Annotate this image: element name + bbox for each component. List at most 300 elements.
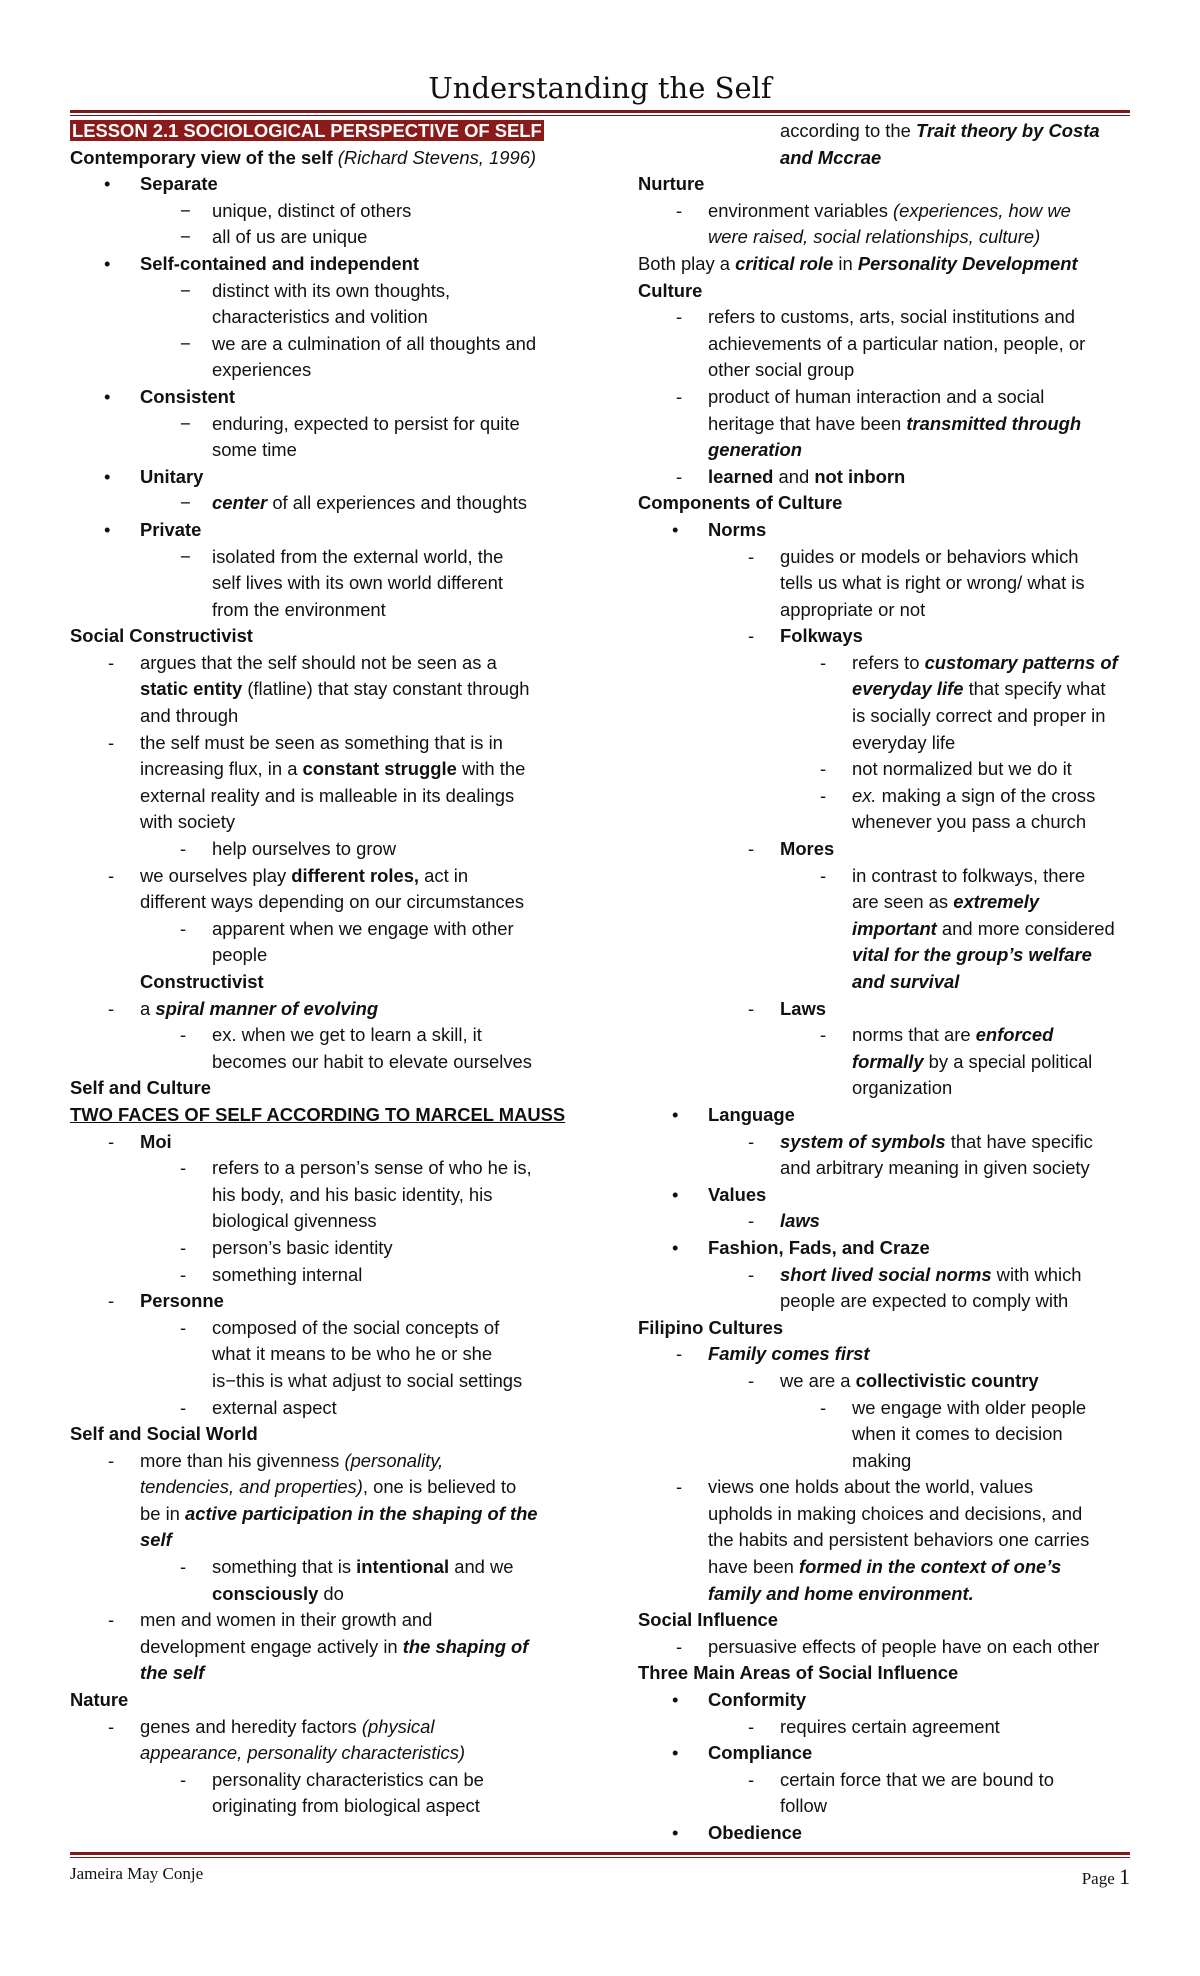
text-line — [638, 171, 1138, 198]
text-span: Personne — [140, 1290, 224, 1312]
text-line — [638, 1395, 1138, 1422]
dash-marker: - — [108, 731, 115, 753]
line-text — [638, 1315, 783, 1342]
text-line — [70, 331, 575, 358]
dash-marker: - — [108, 1290, 115, 1312]
text-span: were raised, social relationships, culture) — [708, 226, 1041, 248]
text-span: argues that the self should not be seen as a — [140, 651, 497, 673]
text-line — [638, 597, 1138, 624]
text-span: in contrast to folkways, there — [852, 864, 1086, 886]
text-line — [638, 1660, 1138, 1687]
text-line — [638, 1208, 1138, 1235]
text-line — [638, 1793, 1138, 1820]
text-span: tendencies, and properties) — [140, 1476, 363, 1498]
dash-marker: - — [676, 385, 683, 407]
line-text — [212, 1155, 532, 1182]
text-span: Culture — [638, 279, 703, 301]
text-span: and through — [140, 705, 239, 727]
line-text — [212, 1049, 532, 1076]
dash-marker: − — [180, 279, 191, 301]
line-text — [708, 384, 1044, 411]
text-span: (flatline) that stay constant through — [242, 678, 530, 700]
text-span: biological givenness — [212, 1210, 377, 1232]
text-span: unique, distinct of others — [212, 199, 412, 221]
text-span: distinct with its own thoughts, — [212, 279, 451, 301]
line-text — [140, 384, 235, 411]
text-span: men and women in their growth and — [140, 1609, 433, 1631]
dash-marker: - — [748, 625, 755, 647]
text-line — [638, 863, 1138, 890]
line-text — [140, 171, 218, 198]
text-line — [638, 278, 1138, 305]
line-text — [708, 304, 1075, 331]
text-line — [70, 623, 575, 650]
line-text — [212, 1554, 514, 1581]
line-text — [780, 836, 834, 863]
text-line — [638, 1368, 1138, 1395]
line-text — [212, 1315, 499, 1342]
dash-marker: − — [180, 412, 191, 434]
text-line — [638, 331, 1138, 358]
text-span: different roles, — [291, 864, 420, 886]
line-text — [852, 969, 959, 996]
text-line — [638, 1315, 1138, 1342]
line-text — [140, 863, 468, 890]
text-line — [70, 1554, 575, 1581]
dash-marker: - — [108, 997, 115, 1019]
text-span: Nature — [70, 1689, 129, 1711]
text-span: other social group — [708, 359, 855, 381]
line-text — [140, 1501, 538, 1528]
text-line — [70, 969, 575, 996]
text-line — [70, 1740, 575, 1767]
line-text — [852, 1448, 911, 1475]
right-column — [638, 118, 1138, 1847]
dash-marker: - — [676, 1635, 683, 1657]
text-line — [638, 437, 1138, 464]
line-text — [852, 676, 1106, 703]
text-span: be in — [140, 1502, 185, 1524]
text-span: everyday life — [852, 678, 964, 700]
line-text — [140, 756, 525, 783]
text-line — [638, 1740, 1138, 1767]
text-span: by a special political — [923, 1050, 1093, 1072]
dash-marker: - — [180, 1236, 187, 1258]
line-text — [140, 1714, 434, 1741]
text-span: Filipino Cultures — [638, 1316, 784, 1338]
text-line — [70, 570, 575, 597]
text-line — [70, 1714, 575, 1741]
text-line — [70, 304, 575, 331]
line-text — [212, 278, 450, 305]
text-span: external aspect — [212, 1396, 337, 1418]
dash-marker: - — [748, 838, 755, 860]
text-span: with which — [991, 1263, 1082, 1285]
text-line — [638, 1421, 1138, 1448]
line-text — [780, 996, 826, 1023]
line-text — [140, 730, 503, 757]
text-line — [70, 809, 575, 836]
line-text — [708, 1554, 1061, 1581]
line-text — [212, 1235, 393, 1262]
text-line — [638, 251, 1138, 278]
text-line — [638, 889, 1138, 916]
text-line — [70, 1315, 575, 1342]
text-span: not inborn — [814, 465, 906, 487]
line-text — [708, 1474, 1033, 1501]
dash-marker: - — [820, 784, 827, 806]
text-span: that specify what — [963, 678, 1106, 700]
line-text — [852, 1022, 1053, 1049]
line-text — [708, 1527, 1089, 1554]
text-span: composed of the social concepts of — [212, 1316, 500, 1338]
line-text — [780, 623, 863, 650]
text-line — [638, 836, 1138, 863]
bullet-icon: • — [104, 252, 111, 274]
text-line — [70, 1607, 575, 1634]
bullet-icon: • — [672, 1822, 679, 1843]
text-span: whenever you pass a church — [852, 811, 1087, 833]
text-line — [70, 1155, 575, 1182]
text-span: is socially correct and proper in — [852, 705, 1106, 727]
text-span: and Mccrae — [780, 146, 882, 168]
text-span: not normalized but we do it — [852, 758, 1072, 780]
text-line — [70, 1235, 575, 1262]
line-text — [780, 1208, 820, 1235]
line-text — [140, 1660, 204, 1687]
text-line — [70, 384, 575, 411]
line-text — [708, 1740, 812, 1767]
line-text — [852, 703, 1106, 730]
dash-marker: - — [676, 306, 683, 328]
text-line — [638, 1767, 1138, 1794]
line-text — [708, 1235, 930, 1262]
text-span: of all experiences and thoughts — [267, 492, 527, 514]
dash-marker: - — [108, 1130, 115, 1152]
text-span: (personality, — [344, 1449, 444, 1471]
bullet-icon: • — [672, 1183, 679, 1205]
text-span: we ourselves play — [140, 864, 292, 886]
line-text — [140, 676, 529, 703]
line-text — [212, 916, 514, 943]
text-line — [638, 490, 1138, 517]
text-line — [70, 1049, 575, 1076]
text-span: Separate — [140, 173, 218, 195]
line-text — [212, 544, 503, 571]
line-text — [780, 1129, 1093, 1156]
text-line — [70, 1395, 575, 1422]
text-line — [638, 1049, 1138, 1076]
line-text — [212, 1341, 492, 1368]
text-span: different ways depending on our circumstances — [140, 891, 525, 913]
text-line — [70, 836, 575, 863]
text-span: when it comes to decision — [852, 1423, 1063, 1445]
text-span: certain force that we are bound to — [780, 1768, 1054, 1790]
dash-marker: - — [748, 997, 755, 1019]
dash-marker: - — [180, 917, 187, 939]
text-span: (physical — [361, 1715, 435, 1737]
text-span: system of symbols — [780, 1130, 946, 1152]
text-span: the self must be seen as something that is in — [140, 731, 503, 753]
text-line — [638, 623, 1138, 650]
text-span: people — [212, 944, 268, 966]
text-span: enduring, expected to persist for quite — [212, 412, 520, 434]
dash-marker: - — [180, 1768, 187, 1790]
dash-marker: - — [108, 1449, 115, 1471]
line-text — [140, 1448, 443, 1475]
text-line — [70, 437, 575, 464]
text-line — [70, 490, 575, 517]
text-line — [70, 650, 575, 677]
line-text — [852, 1395, 1086, 1422]
text-span: appropriate or not — [780, 598, 926, 620]
text-span: personality characteristics can be — [212, 1768, 484, 1790]
text-span: learned — [708, 465, 774, 487]
line-text — [708, 357, 854, 384]
text-line — [638, 1501, 1138, 1528]
text-line — [70, 544, 575, 571]
text-span: and arbitrary meaning in given society — [780, 1157, 1090, 1179]
page-number: 1 — [1119, 1864, 1130, 1889]
text-span: formally — [852, 1050, 924, 1072]
text-span: product of human interaction and a social — [708, 385, 1045, 407]
line-text — [780, 118, 1100, 145]
text-span: genes and heredity factors — [140, 1715, 362, 1737]
left-column — [70, 118, 575, 1820]
text-span: we engage with older people — [852, 1396, 1087, 1418]
text-line — [70, 942, 575, 969]
line-text — [708, 198, 1071, 225]
text-span: and we — [449, 1556, 514, 1578]
text-line — [638, 650, 1138, 677]
line-text — [140, 650, 497, 677]
line-text — [212, 942, 267, 969]
text-line — [70, 357, 575, 384]
line-text — [780, 145, 881, 172]
text-line — [638, 1554, 1138, 1581]
text-span: making a sign of the cross — [876, 784, 1096, 806]
line-text — [212, 224, 367, 251]
line-text — [212, 1022, 482, 1049]
line-text — [708, 1341, 870, 1368]
bullet-icon: • — [672, 1689, 679, 1711]
text-line — [70, 411, 575, 438]
text-span: Self and Social World — [70, 1423, 258, 1445]
dash-marker: - — [108, 1715, 115, 1737]
dash-marker: - — [108, 651, 115, 673]
text-span: active participation in the shaping of the — [185, 1502, 538, 1524]
line-text — [708, 224, 1040, 251]
dash-marker: - — [748, 1369, 755, 1391]
text-span: Conformity — [708, 1689, 807, 1711]
text-span: Social Constructivist — [70, 625, 253, 647]
text-span: critical role — [735, 252, 834, 274]
line-text — [708, 437, 802, 464]
line-text — [140, 1607, 432, 1634]
line-text — [852, 756, 1072, 783]
text-span: transmitted through — [906, 412, 1082, 434]
text-line — [70, 145, 575, 172]
line-text — [212, 1581, 344, 1608]
text-line — [638, 304, 1138, 331]
line-text — [852, 809, 1086, 836]
text-span: more than his givenness — [140, 1449, 345, 1471]
line-text — [212, 304, 428, 331]
text-span: , one is believed to — [362, 1476, 517, 1498]
text-line — [638, 1527, 1138, 1554]
text-span: guides or models or behaviors which — [780, 545, 1079, 567]
text-line — [638, 224, 1138, 251]
line-text — [140, 1634, 528, 1661]
text-span: norms that are — [852, 1024, 976, 1046]
text-line — [70, 703, 575, 730]
text-span: what it means to be who he or she — [212, 1343, 493, 1365]
text-span: something that is — [212, 1556, 357, 1578]
text-span: Moi — [140, 1130, 172, 1152]
text-line — [70, 1022, 575, 1049]
text-line — [638, 357, 1138, 384]
line-text — [852, 1421, 1063, 1448]
text-line — [638, 1155, 1138, 1182]
text-line — [638, 570, 1138, 597]
dash-marker: - — [676, 1343, 683, 1365]
dash-marker: - — [676, 465, 683, 487]
dash-marker: - — [820, 651, 827, 673]
text-line — [638, 145, 1138, 172]
text-line — [638, 1607, 1138, 1634]
line-text — [852, 1075, 952, 1102]
text-line — [638, 1634, 1138, 1661]
lesson-heading: LESSON 2.1 SOCIOLOGICAL PERSPECTIVE OF SELF — [72, 120, 542, 141]
text-line — [70, 118, 575, 145]
line-text — [852, 942, 1092, 969]
text-span: self lives with its own world different — [212, 572, 503, 594]
text-line — [70, 1208, 575, 1235]
line-text — [212, 357, 311, 384]
dash-marker: - — [180, 1556, 187, 1578]
text-span: do — [318, 1582, 344, 1604]
text-line — [638, 1581, 1138, 1608]
text-line — [638, 1182, 1138, 1209]
text-span: act in — [419, 864, 469, 886]
line-text — [70, 118, 544, 145]
page-label: Page — [1081, 1869, 1115, 1888]
text-line — [70, 676, 575, 703]
line-text — [212, 1793, 480, 1820]
text-span: center — [212, 492, 268, 514]
text-span: customary patterns of — [924, 651, 1118, 673]
text-span: Self and Culture — [70, 1077, 212, 1099]
text-span: Laws — [780, 997, 826, 1019]
line-text — [140, 1129, 172, 1156]
line-text — [852, 1049, 1092, 1076]
text-span: generation — [708, 439, 803, 461]
text-line — [70, 171, 575, 198]
line-text — [70, 145, 536, 172]
text-span: enforced — [975, 1024, 1054, 1046]
text-span: help ourselves to grow — [212, 838, 397, 860]
dash-marker: − — [180, 199, 191, 221]
bullet-icon: • — [672, 1742, 679, 1764]
text-span: formed in the context of one’s — [799, 1556, 1062, 1578]
text-span: everyday life — [852, 731, 956, 753]
text-span: the habits and persistent behaviors one carries — [708, 1529, 1090, 1551]
text-span: Three Main Areas of Social Influence — [638, 1662, 959, 1684]
line-text — [212, 570, 503, 597]
text-line — [638, 756, 1138, 783]
line-text — [70, 1102, 565, 1129]
text-span: from the environment — [212, 598, 386, 620]
text-line — [70, 1660, 575, 1687]
footer-page-number — [1082, 1864, 1130, 1890]
text-line — [70, 996, 575, 1023]
text-line — [70, 1288, 575, 1315]
text-span: all of us are unique — [212, 226, 368, 248]
line-text — [140, 517, 201, 544]
text-span: with society — [140, 811, 236, 833]
text-span: the self — [140, 1662, 205, 1684]
bullet-icon: • — [672, 1103, 679, 1125]
dash-marker: - — [820, 1024, 827, 1046]
text-span: and survival — [852, 971, 960, 992]
footer-author: Jameira May Conje — [70, 1864, 204, 1883]
line-text — [140, 251, 419, 278]
text-span: vital for the group’s welfare — [852, 944, 1092, 966]
text-span: TWO FACES OF SELF ACCORDING TO MARCEL MAUSS — [70, 1103, 566, 1125]
text-span: environment variables — [708, 199, 894, 221]
line-text — [780, 570, 1085, 597]
line-text — [852, 650, 1118, 677]
text-line — [70, 1448, 575, 1475]
dash-marker: - — [820, 758, 827, 780]
text-line — [70, 1501, 575, 1528]
text-span: with the — [456, 758, 526, 780]
line-text — [852, 783, 1095, 810]
dash-marker: - — [180, 1024, 187, 1046]
text-span: that have specific — [945, 1130, 1093, 1152]
text-line — [70, 863, 575, 890]
line-text — [140, 464, 203, 491]
text-line — [638, 730, 1138, 757]
bullet-icon: • — [104, 465, 111, 487]
text-span: follow — [780, 1795, 828, 1817]
line-text — [708, 1634, 1099, 1661]
text-span: people are expected to comply with — [780, 1290, 1069, 1312]
header-rule — [70, 110, 1130, 116]
text-span: making — [852, 1449, 912, 1471]
text-span: Fashion, Fads, and Craze — [708, 1236, 930, 1258]
line-text — [780, 544, 1079, 571]
text-span: Personality Development — [857, 252, 1078, 274]
text-line — [70, 1262, 575, 1289]
text-span: Contemporary view of the self — [70, 146, 338, 168]
dash-marker: - — [676, 199, 683, 221]
line-text — [852, 916, 1115, 943]
text-span: Mores — [780, 838, 835, 860]
text-line — [70, 730, 575, 757]
text-line — [70, 251, 575, 278]
line-text — [70, 1687, 128, 1714]
text-line — [70, 517, 575, 544]
dash-marker: - — [748, 1210, 755, 1232]
text-span: achievements of a particular nation, people, or — [708, 332, 1086, 354]
line-text — [212, 198, 411, 225]
text-line — [70, 1767, 575, 1794]
text-line — [638, 464, 1138, 491]
line-text — [708, 411, 1081, 438]
text-line — [638, 1288, 1138, 1315]
text-line — [70, 1341, 575, 1368]
